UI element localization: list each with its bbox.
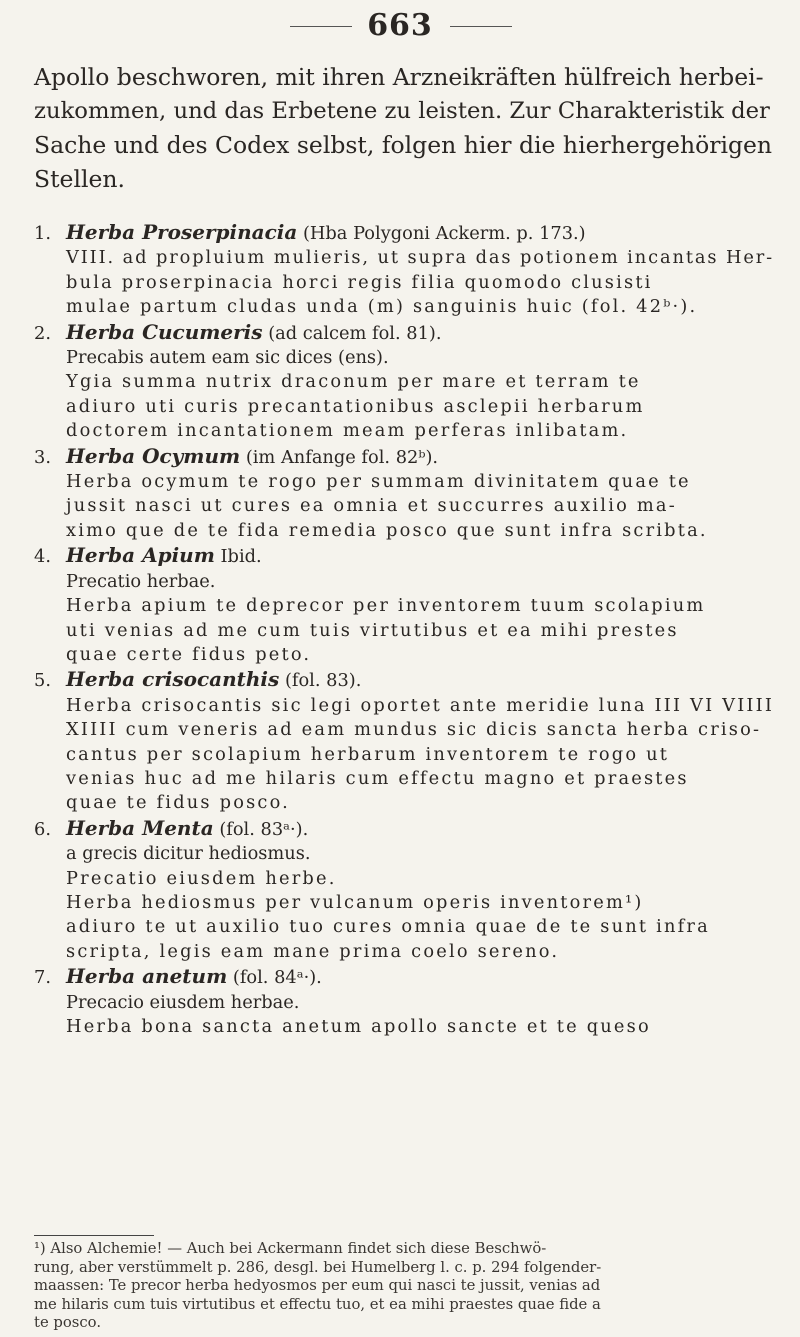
incantation-line: venias huc ad me hilaris cum effectu magno et praestes — [66, 767, 689, 789]
incantation-line: Herba hediosmus per vulcanum operis inventorem¹) — [66, 891, 644, 913]
herb-title: Herba Apium — [66, 543, 215, 568]
herb-entry-heading — [34, 964, 774, 990]
herb-title: Herba Menta — [66, 815, 214, 840]
herb-entry-heading — [34, 320, 774, 346]
footnote-line: rung, aber verstümmelt p. 286, desgl. bei Humelberg l. c. p. 294 folgender- — [34, 1258, 602, 1276]
header-rule-right — [450, 26, 512, 27]
herb-entry — [34, 964, 774, 1039]
folio-reference: (fol. 83). — [284, 670, 362, 692]
footnote-line: te posco. — [34, 1314, 102, 1332]
folio-reference: (im Anfange fol. 82ᵇ). — [245, 446, 439, 468]
herb-entry — [34, 444, 774, 544]
incantation-line: Herba crisocantis sic legi oportet ante meridie luna III VI VIIII — [66, 694, 775, 716]
entry-number: 1. — [34, 223, 51, 244]
incantation-line: Precabis autem eam sic dices (ens). — [66, 347, 389, 369]
herb-entry-heading — [34, 667, 774, 693]
incantation-line: adiuro te ut auxilio tuo cures omnia quae de te sunt infra — [66, 916, 710, 938]
footnote — [34, 1240, 774, 1333]
incantation-line: a grecis dicitur hediosmus. — [66, 843, 311, 865]
incantation-line: XIIII cum veneris ad eam mundus sic dicis sancta herba criso- — [66, 719, 762, 741]
entry-number: 4. — [34, 546, 51, 568]
herb-entry-heading — [34, 816, 774, 842]
entry-number: 7. — [34, 967, 51, 989]
herb-title: Herba Ocymum — [66, 443, 241, 468]
entry-number: 5. — [34, 670, 51, 692]
herb-entry-heading — [34, 543, 774, 569]
herb-entry — [34, 220, 774, 320]
folio-reference: (fol. 83ᵃ·). — [219, 818, 309, 840]
entry-number: 6. — [34, 818, 51, 840]
incantation-line: scripta, legis eam mane prima coelo sereno. — [66, 940, 560, 962]
folio-reference: (fol. 84ᵃ·). — [232, 967, 322, 989]
herb-title: Herba anetum — [66, 964, 228, 989]
entry-number: 2. — [34, 322, 51, 344]
incantation-line: jussit nasci ut cures ea omnia et succurres auxilio ma- — [66, 495, 677, 517]
herb-entries-list — [34, 220, 774, 1039]
incantation-line: Precatio herbae. — [66, 570, 216, 592]
incantation-line: ximo que de te fida remedia posco que sunt infra scribta. — [66, 519, 708, 541]
footnote-rule — [34, 1235, 154, 1236]
herb-entry-heading — [34, 444, 774, 470]
incantation-line: VIII. ad propluium mulieris, ut supra das potionem incantas Her- — [66, 247, 775, 269]
footnote-line: ¹) Also Alchemie! — Auch bei Ackermann findet sich diese Beschwö- — [34, 1240, 547, 1257]
herb-entry-heading — [34, 220, 774, 246]
incantation-line: Precatio eiusdem herbe. — [66, 867, 337, 889]
incantation-line: mulae partum cludas unda (m) sanguinis huic (fol. 42ᵇ·). — [66, 296, 698, 318]
herb-entry — [34, 816, 774, 964]
incantation-line: Herba ocymum te rogo per summam divinitatem quae te — [66, 471, 691, 493]
incantation-line: Ygia summa nutrix draconum per mare et terram te — [66, 371, 641, 393]
folio-reference: (Hba Polygoni Ackerm. p. 173.) — [302, 223, 586, 244]
incantation-line: adiuro uti curis precantationibus asclepii herbarum — [66, 395, 645, 417]
page-number: 663 — [367, 8, 433, 43]
incantation-line: bula proserpinacia horci regis filia quomodo clusisti — [66, 271, 653, 293]
footnote-line: maassen: Te precor herba hedyosmos per eum qui nasci te jussit, venias ad — [34, 1277, 601, 1295]
footnote-line: me hilaris cum tuis virtutibus et effectu tuo, et ea mihi praestes quae fide a — [34, 1295, 601, 1313]
incantation-line: uti venias ad me cum tuis virtutibus et ea mihi prestes — [66, 619, 679, 641]
intro-paragraph — [34, 60, 774, 196]
incantation-line: quae te fidus posco. — [66, 792, 291, 814]
incantation-line: doctorem incantationem meam perferas inlibatam. — [66, 420, 629, 442]
herb-title: Herba Proserpinacia — [66, 220, 298, 244]
incantation-line: Precacio eiusdem herbae. — [66, 991, 300, 1013]
incantation-line: quae certe fidus peto. — [66, 643, 312, 665]
folio-reference: (ad calcem fol. 81). — [268, 322, 442, 344]
herb-entry — [34, 667, 774, 815]
incantation-line: Herba apium te deprecor per inventorem tuum scolapium — [66, 595, 706, 617]
intro-line: Stellen. — [34, 165, 125, 193]
folio-reference: Ibid. — [220, 546, 262, 568]
intro-line: Sache und des Codex selbst, folgen hier die hierhergehörigen — [34, 131, 773, 159]
herb-title: Herba crisocanthis — [66, 667, 280, 692]
herb-entry — [34, 543, 774, 667]
herb-title: Herba Cucumeris — [66, 319, 263, 344]
herb-entry — [34, 320, 774, 444]
intro-line: zukommen, und das Erbetene zu leisten. Zur Charakteristik der — [34, 98, 770, 124]
entry-number: 3. — [34, 446, 51, 468]
incantation-line: cantus per scolapium herbarum inventorem te rogo ut — [66, 743, 670, 765]
incantation-line: Herba bona sancta anetum apollo sancte et te queso — [66, 1016, 651, 1037]
intro-line: Apollo beschworen, mit ihren Arzneikräften hülfreich herbei- — [34, 63, 764, 91]
